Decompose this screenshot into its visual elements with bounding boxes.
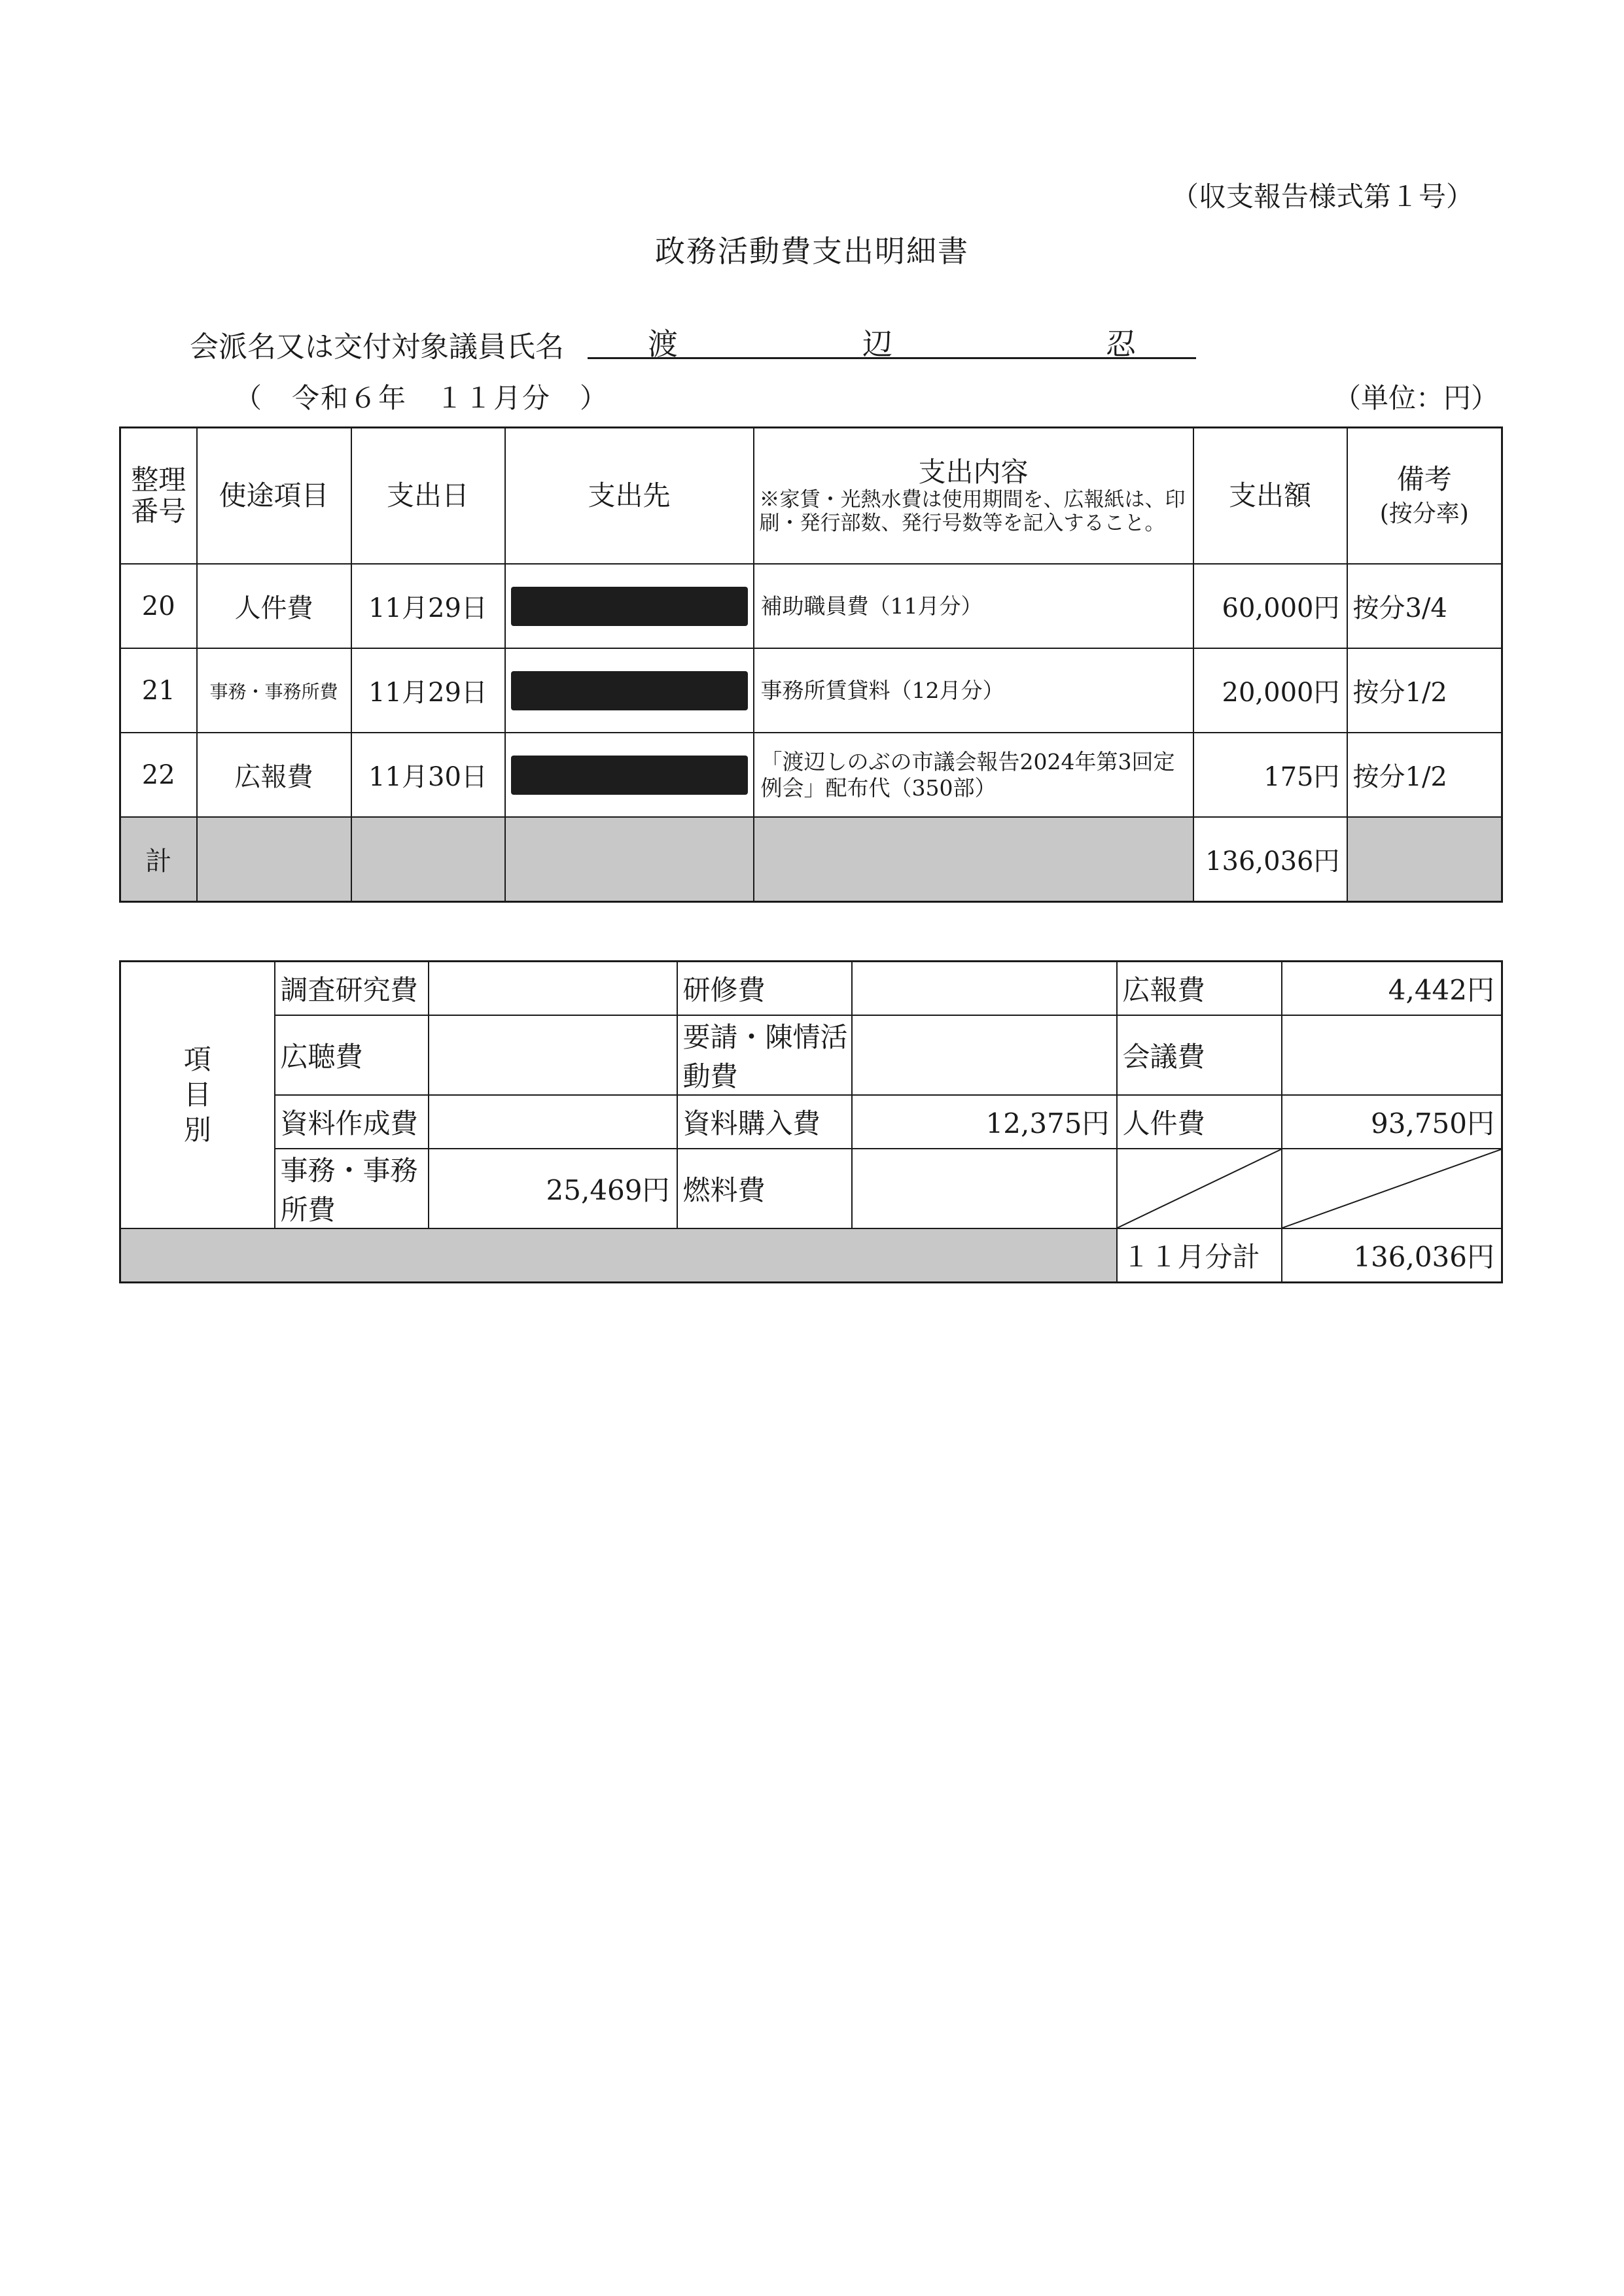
row-content: 事務所賃貸料（12月分） bbox=[754, 648, 1193, 733]
expense-detail-table bbox=[119, 426, 1503, 903]
category-value: 25,469円 bbox=[429, 1149, 677, 1228]
category-label: 要請・陳情活動費 bbox=[677, 1015, 852, 1095]
category-label: 調査研究費 bbox=[275, 962, 429, 1016]
redaction-block bbox=[511, 587, 748, 626]
header-amount: 支出額 bbox=[1193, 428, 1347, 565]
category-label: 広聴費 bbox=[275, 1015, 429, 1095]
category-value bbox=[852, 1015, 1117, 1095]
header-date: 支出日 bbox=[351, 428, 505, 565]
member-name-part-1: 渡 bbox=[648, 326, 678, 362]
category-label: 燃料費 bbox=[677, 1149, 852, 1228]
row-content: 補助職員費（11月分） bbox=[754, 564, 1193, 648]
category-value: 93,750円 bbox=[1282, 1095, 1502, 1149]
category-row bbox=[120, 1015, 1502, 1095]
row-content: 「渡辺しのぶの市議会報告2024年第3回定例会」配布代（350部） bbox=[754, 733, 1193, 817]
row-no: 21 bbox=[120, 648, 197, 733]
form-number: （収支報告様式第１号） bbox=[1171, 181, 1474, 213]
row-remarks: 按分1/2 bbox=[1347, 733, 1502, 817]
member-name-part-3: 忍 bbox=[1106, 326, 1136, 362]
row-no: 22 bbox=[120, 733, 197, 817]
row-remarks: 按分1/2 bbox=[1347, 648, 1502, 733]
category-value bbox=[1282, 1015, 1502, 1095]
category-label: 人件費 bbox=[1117, 1095, 1282, 1149]
void-slash bbox=[1282, 1149, 1502, 1228]
category-label: 会議費 bbox=[1117, 1015, 1282, 1095]
category-summary-table bbox=[119, 960, 1503, 1283]
void-slash bbox=[1118, 1149, 1281, 1228]
category-value: 12,375円 bbox=[852, 1095, 1117, 1149]
total-empty bbox=[754, 817, 1193, 902]
category-label: 研修費 bbox=[677, 962, 852, 1016]
redaction-block bbox=[511, 756, 748, 795]
row-amount: 175円 bbox=[1193, 733, 1347, 817]
void-cell bbox=[1117, 1149, 1282, 1228]
row-payee-redacted bbox=[505, 648, 754, 733]
row-payee-redacted bbox=[505, 733, 754, 817]
row-date: 11月29日 bbox=[351, 564, 505, 648]
total-empty bbox=[1347, 817, 1502, 902]
category-label: 事務・事務所費 bbox=[275, 1149, 429, 1228]
total-label: 計 bbox=[120, 817, 197, 902]
table-row bbox=[120, 648, 1502, 733]
header-content: 支出内容 ※家賃・光熱水費は使用期間を、広報紙は、印刷・発行部数、発行号数等を記入すること。 bbox=[754, 428, 1193, 565]
header-payee: 支出先 bbox=[505, 428, 754, 565]
category-label: 広報費 bbox=[1117, 962, 1282, 1016]
total-amount: 136,036円 bbox=[1193, 817, 1347, 902]
category-value bbox=[429, 1015, 677, 1095]
row-no: 20 bbox=[120, 564, 197, 648]
row-purpose: 広報費 bbox=[197, 733, 351, 817]
category-row bbox=[120, 1095, 1502, 1149]
category-row bbox=[120, 962, 1502, 1016]
member-label: 会派名又は交付対象議員氏名 bbox=[190, 330, 564, 364]
row-payee-redacted bbox=[505, 564, 754, 648]
unit-label: （単位：円） bbox=[1333, 382, 1499, 414]
category-value bbox=[852, 1149, 1117, 1228]
category-value: 4,442円 bbox=[1282, 962, 1502, 1016]
row-purpose: 人件費 bbox=[197, 564, 351, 648]
category-value bbox=[852, 962, 1117, 1016]
row-date: 11月29日 bbox=[351, 648, 505, 733]
total-empty bbox=[197, 817, 351, 902]
category-value bbox=[429, 962, 677, 1016]
row-date: 11月30日 bbox=[351, 733, 505, 817]
row-amount: 60,000円 bbox=[1193, 564, 1347, 648]
void-cell bbox=[1282, 1149, 1502, 1228]
row-remarks: 按分3/4 bbox=[1347, 564, 1502, 648]
total-row bbox=[120, 817, 1502, 902]
category-label: 資料作成費 bbox=[275, 1095, 429, 1149]
redaction-block bbox=[511, 671, 748, 710]
total-empty bbox=[351, 817, 505, 902]
header-no: 整理 番号 bbox=[120, 428, 197, 565]
month-total-empty bbox=[120, 1228, 1117, 1283]
table-row bbox=[120, 733, 1502, 817]
category-label: 資料購入費 bbox=[677, 1095, 852, 1149]
member-name-part-2: 辺 bbox=[862, 326, 892, 362]
total-empty bbox=[505, 817, 754, 902]
category-value bbox=[429, 1095, 677, 1149]
month-total-row bbox=[120, 1228, 1502, 1283]
report-period: （ 令和６年 １１月分 ） bbox=[234, 382, 609, 414]
row-purpose: 事務・事務所費 bbox=[197, 648, 351, 733]
table-header-row bbox=[120, 428, 1502, 565]
header-purpose: 使途項目 bbox=[197, 428, 351, 565]
table-row bbox=[120, 564, 1502, 648]
month-total-value: 136,036円 bbox=[1282, 1228, 1502, 1283]
row-amount: 20,000円 bbox=[1193, 648, 1347, 733]
document-title: 政務活動費支出明細書 bbox=[655, 234, 969, 269]
category-row bbox=[120, 1149, 1502, 1228]
header-remarks: 備考 (按分率) bbox=[1347, 428, 1502, 565]
category-side-label: 項 目 別 bbox=[120, 962, 275, 1229]
header-content-note: ※家賃・光熱水費は使用期間を、広報紙は、印刷・発行部数、発行号数等を記入すること。 bbox=[759, 488, 1186, 535]
month-total-label: １１月分計 bbox=[1117, 1228, 1282, 1283]
